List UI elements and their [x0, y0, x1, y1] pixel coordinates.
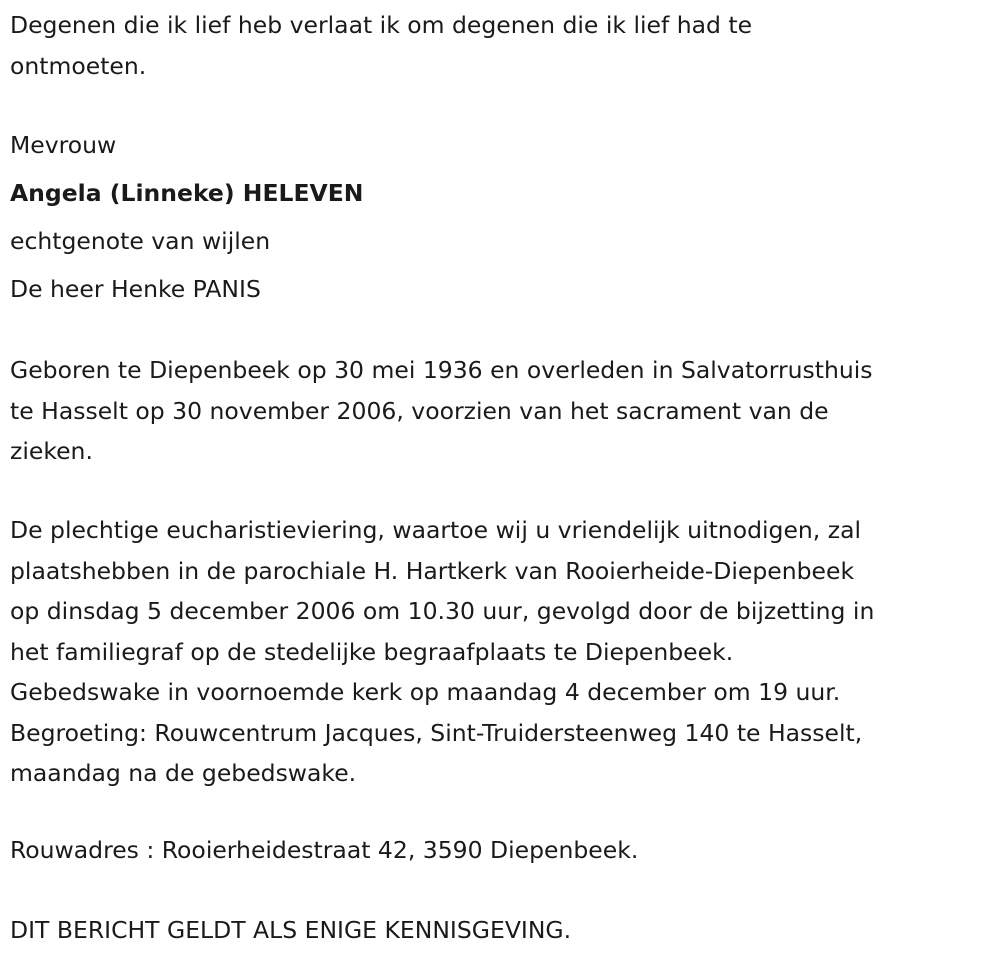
spouse-name: De heer Henke PANIS	[10, 275, 261, 303]
text-line: zieken.	[10, 437, 93, 465]
quote-line: ontmoeten.	[10, 51, 147, 80]
text-line: De plechtige eucharistieviering, waartoe wij u vriendelijk uitnodigen, zal	[10, 516, 862, 544]
quote-line: Degenen die ik lief heb verlaat ik om degenen die ik lief had te	[10, 11, 753, 39]
text-line: Gebedswake in voornoemde kerk op maandag 4 december om 19 uur.	[10, 678, 841, 706]
mourning-address	[10, 830, 992, 871]
salutation: Mevrouw	[10, 131, 117, 159]
birth-death-paragraph	[10, 350, 992, 472]
text-line: Begroeting: Rouwcentrum Jacques, Sint-Truidersteenweg 140 te Hasselt,	[10, 718, 863, 747]
text-line: maandag na de gebedswake.	[10, 759, 357, 787]
address-line: Rouwadres : Rooierheidestraat 42, 3590 Diepenbeek.	[10, 836, 639, 864]
ceremony-paragraph	[10, 510, 992, 794]
text-line: op dinsdag 5 december 2006 om 10.30 uur, gevolgd door de bijzetting in	[10, 597, 875, 625]
deceased-block	[10, 121, 992, 313]
text-line: het familiegraf op de stedelijke begraafplaats te Diepenbeek.	[10, 637, 734, 666]
notice-line: DIT BERICHT GELDT ALS ENIGE KENNISGEVING.	[10, 916, 572, 944]
deceased-name: Angela (Linneke) HELEVEN	[10, 179, 364, 207]
relation: echtgenote van wijlen	[10, 227, 271, 255]
text-line: Geboren te Diepenbeek op 30 mei 1936 en overleden in Salvatorrusthuis	[10, 356, 873, 384]
notice	[10, 910, 992, 951]
text-line: te Hasselt op 30 november 2006, voorzien van het sacrament van de	[10, 396, 829, 425]
text-line: plaatshebben in de parochiale H. Hartkerk van Rooierheide-Diepenbeek	[10, 556, 855, 585]
opening-quote	[10, 5, 992, 86]
